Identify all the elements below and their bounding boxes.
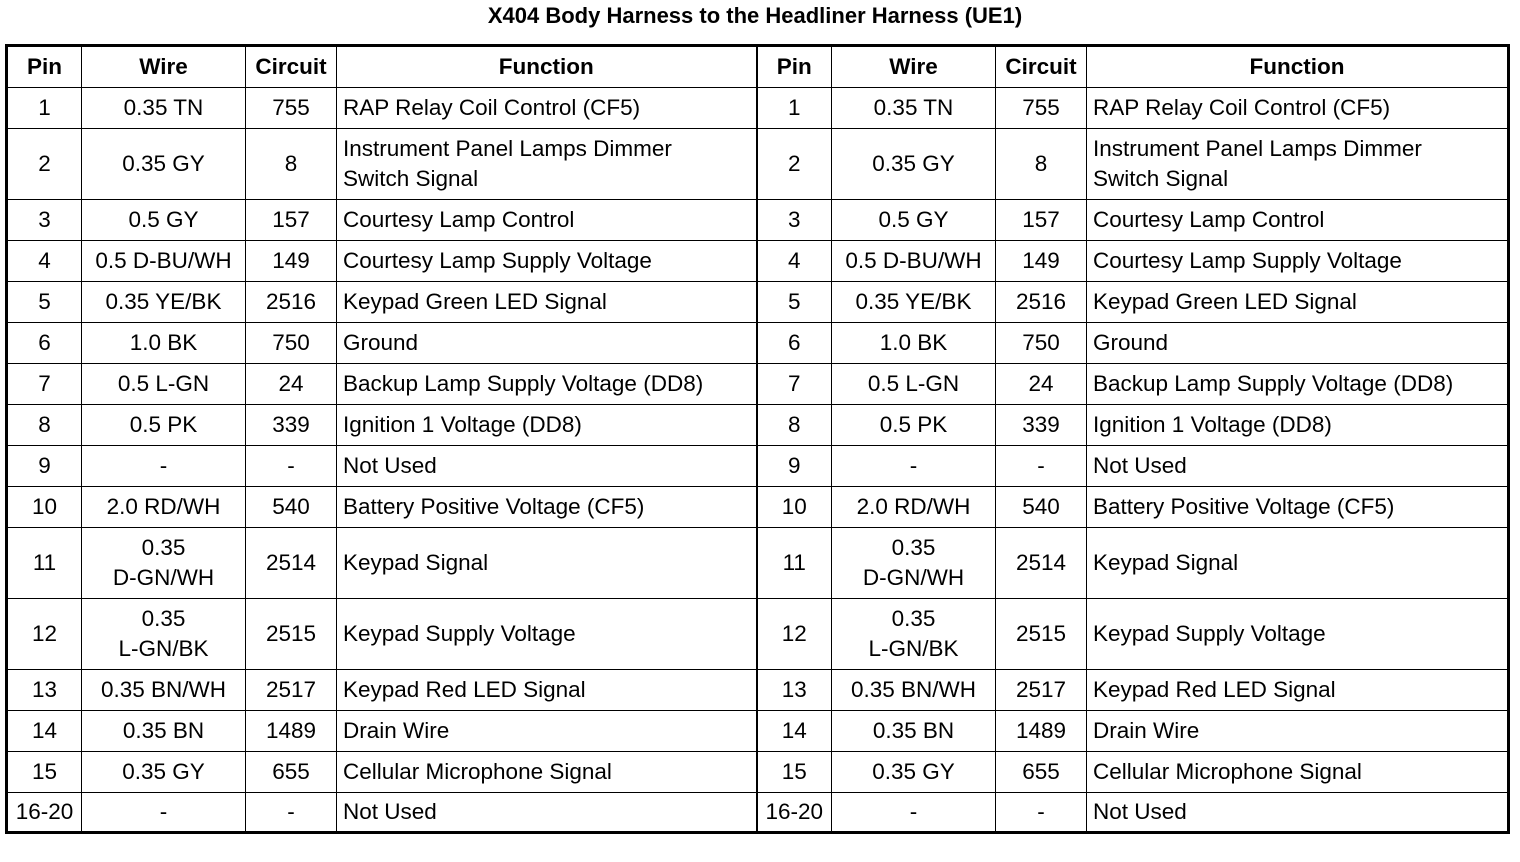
page-title: X404 Body Harness to the Headliner Harness (UE1)	[487, 3, 1023, 28]
wire-cell: -	[82, 446, 246, 487]
header-wire: Wire	[82, 46, 246, 88]
circuit-cell: 8	[246, 129, 337, 200]
pin-cell: 7	[757, 364, 832, 405]
circuit-cell: 1489	[246, 711, 337, 752]
table-row	[7, 793, 1509, 833]
function-cell: Keypad Signal	[337, 528, 757, 599]
function-cell: Keypad Red LED Signal	[337, 670, 757, 711]
function-cell: Cellular Microphone Signal	[1087, 752, 1509, 793]
pin-cell: 3	[757, 200, 832, 241]
wire-cell: 0.5 PK	[832, 405, 996, 446]
wire-cell: 2.0 RD/WH	[832, 487, 996, 528]
circuit-cell: 24	[996, 364, 1087, 405]
pin-cell: 14	[757, 711, 832, 752]
function-cell: Not Used	[337, 793, 757, 833]
pin-cell: 1	[7, 88, 82, 129]
wire-cell: 0.35 D-GN/WH	[832, 528, 996, 599]
table-row	[7, 241, 1509, 282]
circuit-cell: 655	[996, 752, 1087, 793]
pin-cell: 12	[7, 599, 82, 670]
circuit-cell: 2514	[996, 528, 1087, 599]
circuit-cell: 339	[246, 405, 337, 446]
function-cell: Courtesy Lamp Supply Voltage	[1087, 241, 1509, 282]
function-cell: Keypad Red LED Signal	[1087, 670, 1509, 711]
pin-cell: 2	[757, 129, 832, 200]
header-wire: Wire	[832, 46, 996, 88]
circuit-cell: 149	[996, 241, 1087, 282]
pin-cell: 8	[757, 405, 832, 446]
circuit-cell: 157	[246, 200, 337, 241]
circuit-cell: 339	[996, 405, 1087, 446]
function-cell: Instrument Panel Lamps Dimmer Switch Signal	[337, 129, 757, 200]
wire-cell: 1.0 BK	[82, 323, 246, 364]
pin-cell: 15	[7, 752, 82, 793]
circuit-cell: 8	[996, 129, 1087, 200]
wire-cell: 0.35 GY	[82, 129, 246, 200]
wire-cell: 0.35 YE/BK	[832, 282, 996, 323]
wire-cell: 0.35 YE/BK	[82, 282, 246, 323]
circuit-cell: 540	[246, 487, 337, 528]
pin-cell: 7	[7, 364, 82, 405]
function-cell: Not Used	[1087, 793, 1509, 833]
function-cell: Ignition 1 Voltage (DD8)	[1087, 405, 1509, 446]
wire-cell: 0.35 GY	[832, 752, 996, 793]
header-circuit: Circuit	[996, 46, 1087, 88]
table-row	[7, 711, 1509, 752]
pin-cell: 4	[7, 241, 82, 282]
wire-cell: 0.5 PK	[82, 405, 246, 446]
table-row	[7, 88, 1509, 129]
circuit-cell: 2515	[246, 599, 337, 670]
function-cell: Keypad Signal	[1087, 528, 1509, 599]
table-row	[7, 129, 1509, 200]
pin-cell: 4	[757, 241, 832, 282]
pinout-table	[5, 44, 1510, 834]
function-cell: Keypad Supply Voltage	[1087, 599, 1509, 670]
pin-cell: 8	[7, 405, 82, 446]
wire-cell: 0.5 D-BU/WH	[82, 241, 246, 282]
wire-cell: 0.35 D-GN/WH	[82, 528, 246, 599]
wire-cell: 0.35 BN/WH	[82, 670, 246, 711]
function-cell: Keypad Supply Voltage	[337, 599, 757, 670]
pin-cell: 5	[7, 282, 82, 323]
header-function: Function	[1087, 46, 1509, 88]
circuit-cell: 2515	[996, 599, 1087, 670]
function-cell: Ground	[337, 323, 757, 364]
wire-cell: 0.35 GY	[832, 129, 996, 200]
circuit-cell: 149	[246, 241, 337, 282]
circuit-cell: 2516	[246, 282, 337, 323]
function-cell: Ignition 1 Voltage (DD8)	[337, 405, 757, 446]
function-cell: Drain Wire	[337, 711, 757, 752]
wire-cell: 0.35 L-GN/BK	[82, 599, 246, 670]
pin-cell: 1	[757, 88, 832, 129]
wire-cell: 0.35 BN/WH	[832, 670, 996, 711]
wire-cell: 0.35 GY	[82, 752, 246, 793]
table-body	[7, 88, 1509, 833]
pin-cell: 10	[757, 487, 832, 528]
wire-cell: 0.5 L-GN	[82, 364, 246, 405]
circuit-cell: 2517	[996, 670, 1087, 711]
function-cell: RAP Relay Coil Control (CF5)	[1087, 88, 1509, 129]
circuit-cell: 2517	[246, 670, 337, 711]
table-row	[7, 282, 1509, 323]
pin-cell: 10	[7, 487, 82, 528]
function-cell: Courtesy Lamp Control	[337, 200, 757, 241]
circuit-cell: 540	[996, 487, 1087, 528]
pin-cell: 13	[7, 670, 82, 711]
header-circuit: Circuit	[246, 46, 337, 88]
table-row	[7, 487, 1509, 528]
wire-cell: -	[832, 793, 996, 833]
circuit-cell: 1489	[996, 711, 1087, 752]
function-cell: Backup Lamp Supply Voltage (DD8)	[337, 364, 757, 405]
wire-cell: 1.0 BK	[832, 323, 996, 364]
pin-cell: 16-20	[7, 793, 82, 833]
wire-cell: 0.35 L-GN/BK	[832, 599, 996, 670]
pin-cell: 13	[757, 670, 832, 711]
circuit-cell: 755	[996, 88, 1087, 129]
function-cell: Battery Positive Voltage (CF5)	[337, 487, 757, 528]
table-row	[7, 323, 1509, 364]
wire-cell: 0.35 TN	[82, 88, 246, 129]
function-cell: Backup Lamp Supply Voltage (DD8)	[1087, 364, 1509, 405]
function-cell: Courtesy Lamp Supply Voltage	[337, 241, 757, 282]
pin-cell: 16-20	[757, 793, 832, 833]
pin-cell: 11	[7, 528, 82, 599]
table-row	[7, 528, 1509, 599]
pin-cell: 3	[7, 200, 82, 241]
pin-cell: 9	[757, 446, 832, 487]
wire-cell: 0.5 GY	[832, 200, 996, 241]
function-cell: Ground	[1087, 323, 1509, 364]
circuit-cell: 2516	[996, 282, 1087, 323]
circuit-cell: 24	[246, 364, 337, 405]
pin-cell: 6	[757, 323, 832, 364]
circuit-cell: 655	[246, 752, 337, 793]
pin-cell: 5	[757, 282, 832, 323]
wire-cell: 0.35 BN	[82, 711, 246, 752]
circuit-cell: 750	[246, 323, 337, 364]
circuit-cell: -	[996, 793, 1087, 833]
circuit-cell: 755	[246, 88, 337, 129]
pin-cell: 6	[7, 323, 82, 364]
function-cell: Not Used	[337, 446, 757, 487]
header-pin: Pin	[7, 46, 82, 88]
wire-cell: 0.5 D-BU/WH	[832, 241, 996, 282]
header-function: Function	[337, 46, 757, 88]
circuit-cell: 750	[996, 323, 1087, 364]
wire-cell: 0.5 GY	[82, 200, 246, 241]
function-cell: Cellular Microphone Signal	[337, 752, 757, 793]
function-cell: Battery Positive Voltage (CF5)	[1087, 487, 1509, 528]
pin-cell: 12	[757, 599, 832, 670]
table-row	[7, 405, 1509, 446]
function-cell: Keypad Green LED Signal	[337, 282, 757, 323]
circuit-cell: 157	[996, 200, 1087, 241]
pin-cell: 2	[7, 129, 82, 200]
wire-cell: 0.35 TN	[832, 88, 996, 129]
table-row	[7, 752, 1509, 793]
table-row	[7, 670, 1509, 711]
function-cell: Drain Wire	[1087, 711, 1509, 752]
function-cell: Not Used	[1087, 446, 1509, 487]
table-row	[7, 599, 1509, 670]
circuit-cell: -	[996, 446, 1087, 487]
pin-cell: 9	[7, 446, 82, 487]
wire-cell: 0.5 L-GN	[832, 364, 996, 405]
function-cell: Courtesy Lamp Control	[1087, 200, 1509, 241]
function-cell: RAP Relay Coil Control (CF5)	[337, 88, 757, 129]
circuit-cell: -	[246, 793, 337, 833]
pin-cell: 14	[7, 711, 82, 752]
table-row	[7, 364, 1509, 405]
header-row	[7, 46, 1509, 88]
function-cell: Instrument Panel Lamps Dimmer Switch Signal	[1087, 129, 1509, 200]
function-cell: Keypad Green LED Signal	[1087, 282, 1509, 323]
table-row	[7, 446, 1509, 487]
wire-cell: -	[832, 446, 996, 487]
circuit-cell: 2514	[246, 528, 337, 599]
pin-cell: 15	[757, 752, 832, 793]
header-pin: Pin	[757, 46, 832, 88]
wire-cell: -	[82, 793, 246, 833]
wire-cell: 2.0 RD/WH	[82, 487, 246, 528]
wire-cell: 0.35 BN	[832, 711, 996, 752]
circuit-cell: -	[246, 446, 337, 487]
table-row	[7, 200, 1509, 241]
pin-cell: 11	[757, 528, 832, 599]
